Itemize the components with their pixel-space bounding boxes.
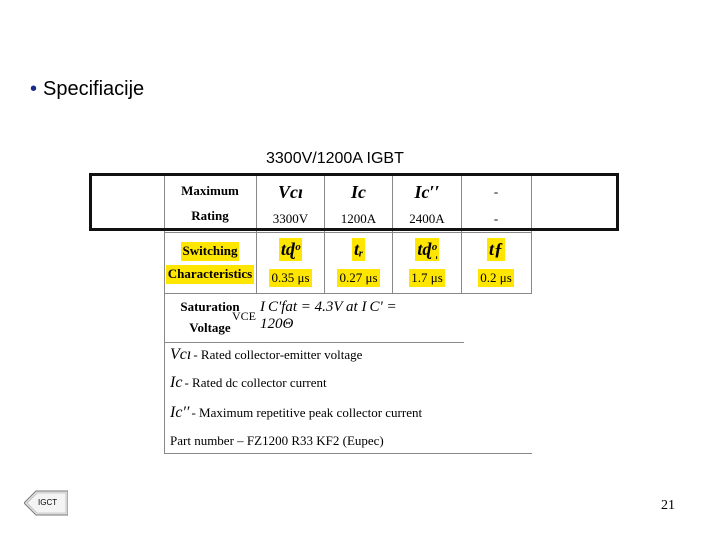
legend-text-vce: - Rated collector-emitter voltage bbox=[193, 347, 363, 362]
switching-label-line2: Characteristics bbox=[166, 265, 254, 284]
highlight-frame bbox=[89, 173, 619, 231]
table-row-divider bbox=[164, 453, 532, 454]
switching-label bbox=[166, 234, 254, 292]
sw-val-tdon: 0.35 μs bbox=[271, 270, 310, 285]
max-sym-vce: Vсı bbox=[278, 181, 303, 202]
max-val-dash: - bbox=[493, 211, 499, 226]
table-row-divider bbox=[164, 293, 532, 294]
saturation-label-line2: Voltage bbox=[189, 320, 231, 335]
max-sym-ic: Iс bbox=[351, 181, 366, 202]
sw-val-tdoff: 1.7 μs bbox=[411, 270, 443, 285]
saturation-formula-rest: I C'fat = 4.3V at I C' = 120Θ bbox=[260, 299, 397, 332]
igct-nav-label: IGCT bbox=[38, 498, 58, 507]
bullet-marker: • bbox=[30, 78, 38, 100]
slide-title-text: Specifiacije bbox=[43, 78, 145, 100]
slide-title bbox=[30, 78, 144, 101]
max-rating-label-line2: Rating bbox=[191, 208, 229, 223]
legend-sym-ic: Iс bbox=[170, 374, 183, 391]
table-row-divider bbox=[164, 232, 532, 233]
max-val-icm: 2400A bbox=[409, 211, 445, 226]
sw-sym-tf: tƒ bbox=[488, 238, 503, 259]
table-row-divider bbox=[164, 342, 464, 343]
max-sym-dash: - bbox=[493, 184, 499, 199]
legend-line-icm bbox=[170, 404, 422, 422]
sw-val-tr: 0.27 μs bbox=[339, 270, 378, 285]
max-val-ic: 1200A bbox=[340, 211, 377, 226]
sw-sym-tr: tᵣ bbox=[353, 238, 364, 259]
saturation-formula-vce: VCE bbox=[232, 308, 256, 323]
legend-sym-icm: Iс′′ bbox=[170, 404, 190, 421]
max-rating-label-line1: Maximum bbox=[181, 183, 239, 199]
max-sym-icm: Iс′′ bbox=[414, 181, 440, 202]
saturation-formula bbox=[232, 299, 422, 332]
page-number: 21 bbox=[661, 498, 675, 513]
sw-sym-tdon: tɖᵒ bbox=[280, 238, 301, 259]
legend-line-ic bbox=[170, 374, 327, 392]
legend-part-number: Part number – FZ1200 R33 KF2 (Eupec) bbox=[170, 433, 384, 448]
legend-text-ic: - Rated dc collector current bbox=[184, 375, 327, 390]
switching-label-line1: Switching bbox=[181, 242, 240, 261]
legend-line-vce bbox=[170, 346, 362, 364]
igct-nav-button[interactable] bbox=[24, 490, 68, 516]
saturation-label-line1: Saturation bbox=[180, 299, 240, 315]
sw-sym-tdoff: tɖᵒ̩ bbox=[417, 238, 437, 259]
sw-val-tf: 0.2 μs bbox=[480, 270, 512, 285]
legend-text-icm: - Maximum repetitive peak collector current bbox=[191, 405, 423, 420]
subtitle: 3300V/1200A IGBT bbox=[266, 150, 404, 167]
max-val-vce: 3300V bbox=[272, 211, 309, 226]
legend-sym-vce: Vсı bbox=[170, 346, 192, 363]
